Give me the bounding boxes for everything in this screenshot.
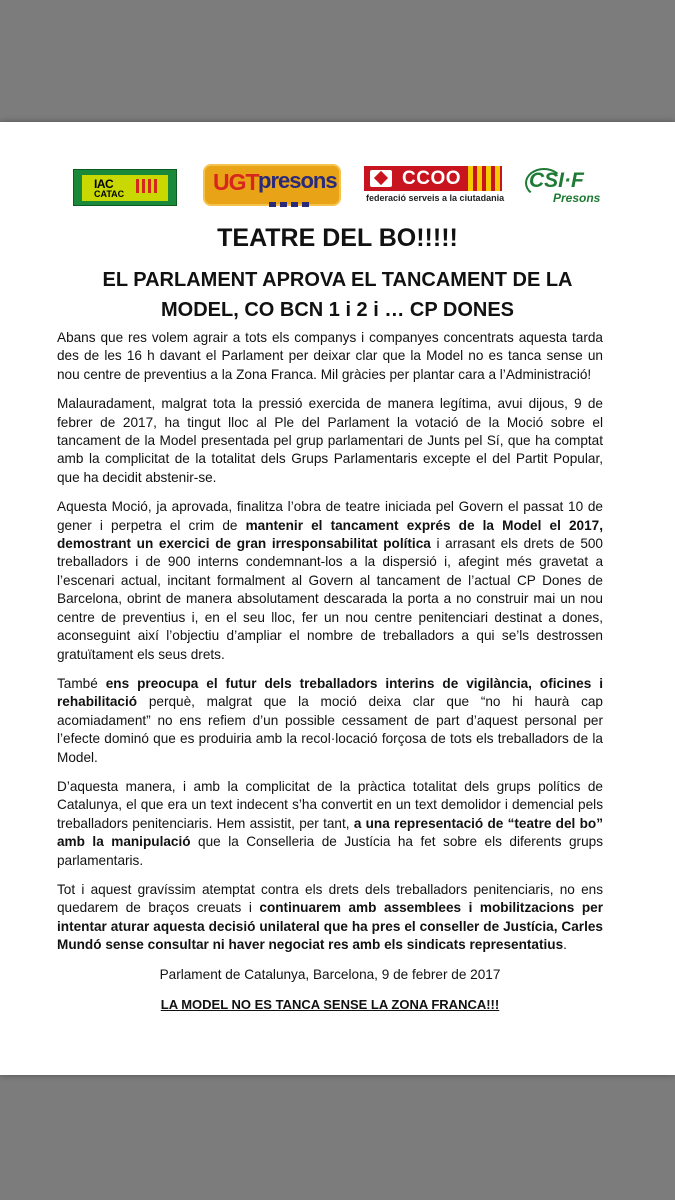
catac-logo-text: CATAC bbox=[94, 189, 125, 199]
document-title: TEATRE DEL BO!!!!! bbox=[217, 224, 458, 252]
csif-logo-text: CSI·F bbox=[529, 169, 584, 192]
paragraph-6-text: Tot i aquest gravíssim atemptat contra els drets dels treballadors penitenciaris, no ens quedarem de braços creuats i bbox=[57, 881, 603, 916]
paragraph-4 bbox=[57, 675, 603, 767]
closing-slogan: LA MODEL NO ES TANCA SENSE LA ZONA FRANCA!!! bbox=[160, 997, 500, 1012]
paragraph-3-text: Aquesta Moció, ja aprovada, finalitza l’obra de teatre iniciada pel Govern el passat 10 de gener i perpetra el crim de bbox=[57, 499, 603, 533]
ugt-logo-bars bbox=[269, 194, 313, 212]
senyera-flag-icon bbox=[468, 166, 502, 191]
paragraph-3 bbox=[57, 498, 603, 664]
paragraph-5 bbox=[57, 778, 603, 870]
union-logos bbox=[0, 162, 675, 212]
iac-catac-logo bbox=[73, 169, 177, 206]
paragraph-3-text-end: i arrasant els drets de 500 treballadors i de 900 interns condemnant-los a la dispersió i, afegint més gravetat a l’escenari actual, incitant formalment al Govern al tancament de l’actual CP Dones de Barcelona, obrint de manera absolutament descarada la porta a no construir mai un nou centre de preventius i, en el seu lloc, fer un nou centre penitenciari destinat a dones, aconseguint així l’objectiu d’ampliar el nombre de treballadors a qui se’ls destrossen gratuïtament els seus drets. bbox=[57, 536, 603, 662]
iac-stripe bbox=[136, 179, 139, 193]
ugt-presons-logo bbox=[203, 164, 341, 206]
paragraph-4-emphasis: ens preocupa el futur dels treballadors interins de vigilància, oficines i rehabilitació bbox=[57, 675, 603, 710]
paragraph-4-text: També bbox=[57, 675, 106, 691]
iac-logo-text: IAC bbox=[94, 177, 114, 191]
ccoo-logo-text: CCOO bbox=[402, 168, 461, 189]
paragraph-6-emphasis: continuarem amb assemblees i mobilitzacions per intentar aturar aquesta decisió unilateral que ha pres el conseller de Justícia, Carles Mundó sense consultar ni haver negociat res amb els sindicats representatius bbox=[57, 900, 603, 953]
presons-logo-text: presons bbox=[258, 168, 337, 193]
iac-stripe bbox=[154, 179, 157, 193]
ccoo-mark-icon bbox=[370, 170, 392, 187]
paragraph-5-text-end: que la Conselleria de Justícia ha fet sobre els diferents grups parlamentaris. bbox=[57, 834, 604, 868]
paragraph-1: Abans que res volem agrair a tots els companys i companyes concentrats aquesta tarda des de les 16 h davant el Parlament per deixar clar que la Model no es tanca sense un nou centre de preventius a la Zona Franca. Mil gràcies per plantar cara a l’Administració! bbox=[57, 330, 603, 382]
paragraph-5-emphasis: a una representació de “teatre del bo” amb la manipulació bbox=[57, 815, 603, 850]
paragraph-6-text-end: . bbox=[563, 937, 567, 953]
document-page bbox=[0, 122, 675, 1075]
paragraph-5-text: D’aquesta manera, i amb la complicitat de la pràctica totalitat dels grups polítics de Catalunya, el que era un text indecent s’ha convertit en un text demolidor i demencial pels treballadors penitenciaris. Hem assistit, per tant, bbox=[57, 778, 603, 831]
iac-stripe bbox=[148, 179, 151, 193]
paragraph-2: Malauradament, malgrat tota la pressió exercida de manera legítima, avui dijous, 9 de febrer de 2017, ha tingut lloc al Ple del Parlament la votació de la Moció sobre el tancament de la Model presentada pel grup parlamentari de Junts pel Sí, que ha comptat amb la complicitat de la totalitat dels Grups Parlamentaris excepte el del Partit Popular, que ha decidit abstenir-se. bbox=[57, 396, 603, 485]
csif-presons-logo bbox=[525, 168, 617, 206]
csif-logo-subtitle: Presons bbox=[553, 191, 601, 205]
paragraph-4-text-end: perquè, malgrat que la moció deixa clar que “no hi haurà cap acomiadament” no ens refiem d’un possible cessament de part d’aquest personal per l’efecte dominó que es produiria amb la recol·locació forçosa de tots els treballadors de la Model. bbox=[57, 694, 603, 765]
document-body bbox=[57, 329, 603, 1025]
paragraph-3-emphasis: mantenir el tancament exprés de la Model el 2017, demostrant un exercici de gran irresponsabilitat política bbox=[57, 517, 604, 552]
iac-stripe bbox=[142, 179, 145, 193]
ccoo-logo bbox=[364, 166, 505, 206]
signoff-line: Parlament de Catalunya, Barcelona, 9 de febrer de 2017 bbox=[159, 966, 501, 982]
ccoo-logo-subtitle: federació serveis a la ciutadania bbox=[366, 193, 505, 203]
document-subtitle: EL PARLAMENT APROVA EL TANCAMENT DE LA MODEL, CO BCN 1 i 2 i … CP DONES bbox=[102, 269, 573, 321]
ugt-logo-text: UGT bbox=[213, 169, 259, 195]
paragraph-6 bbox=[57, 881, 603, 955]
